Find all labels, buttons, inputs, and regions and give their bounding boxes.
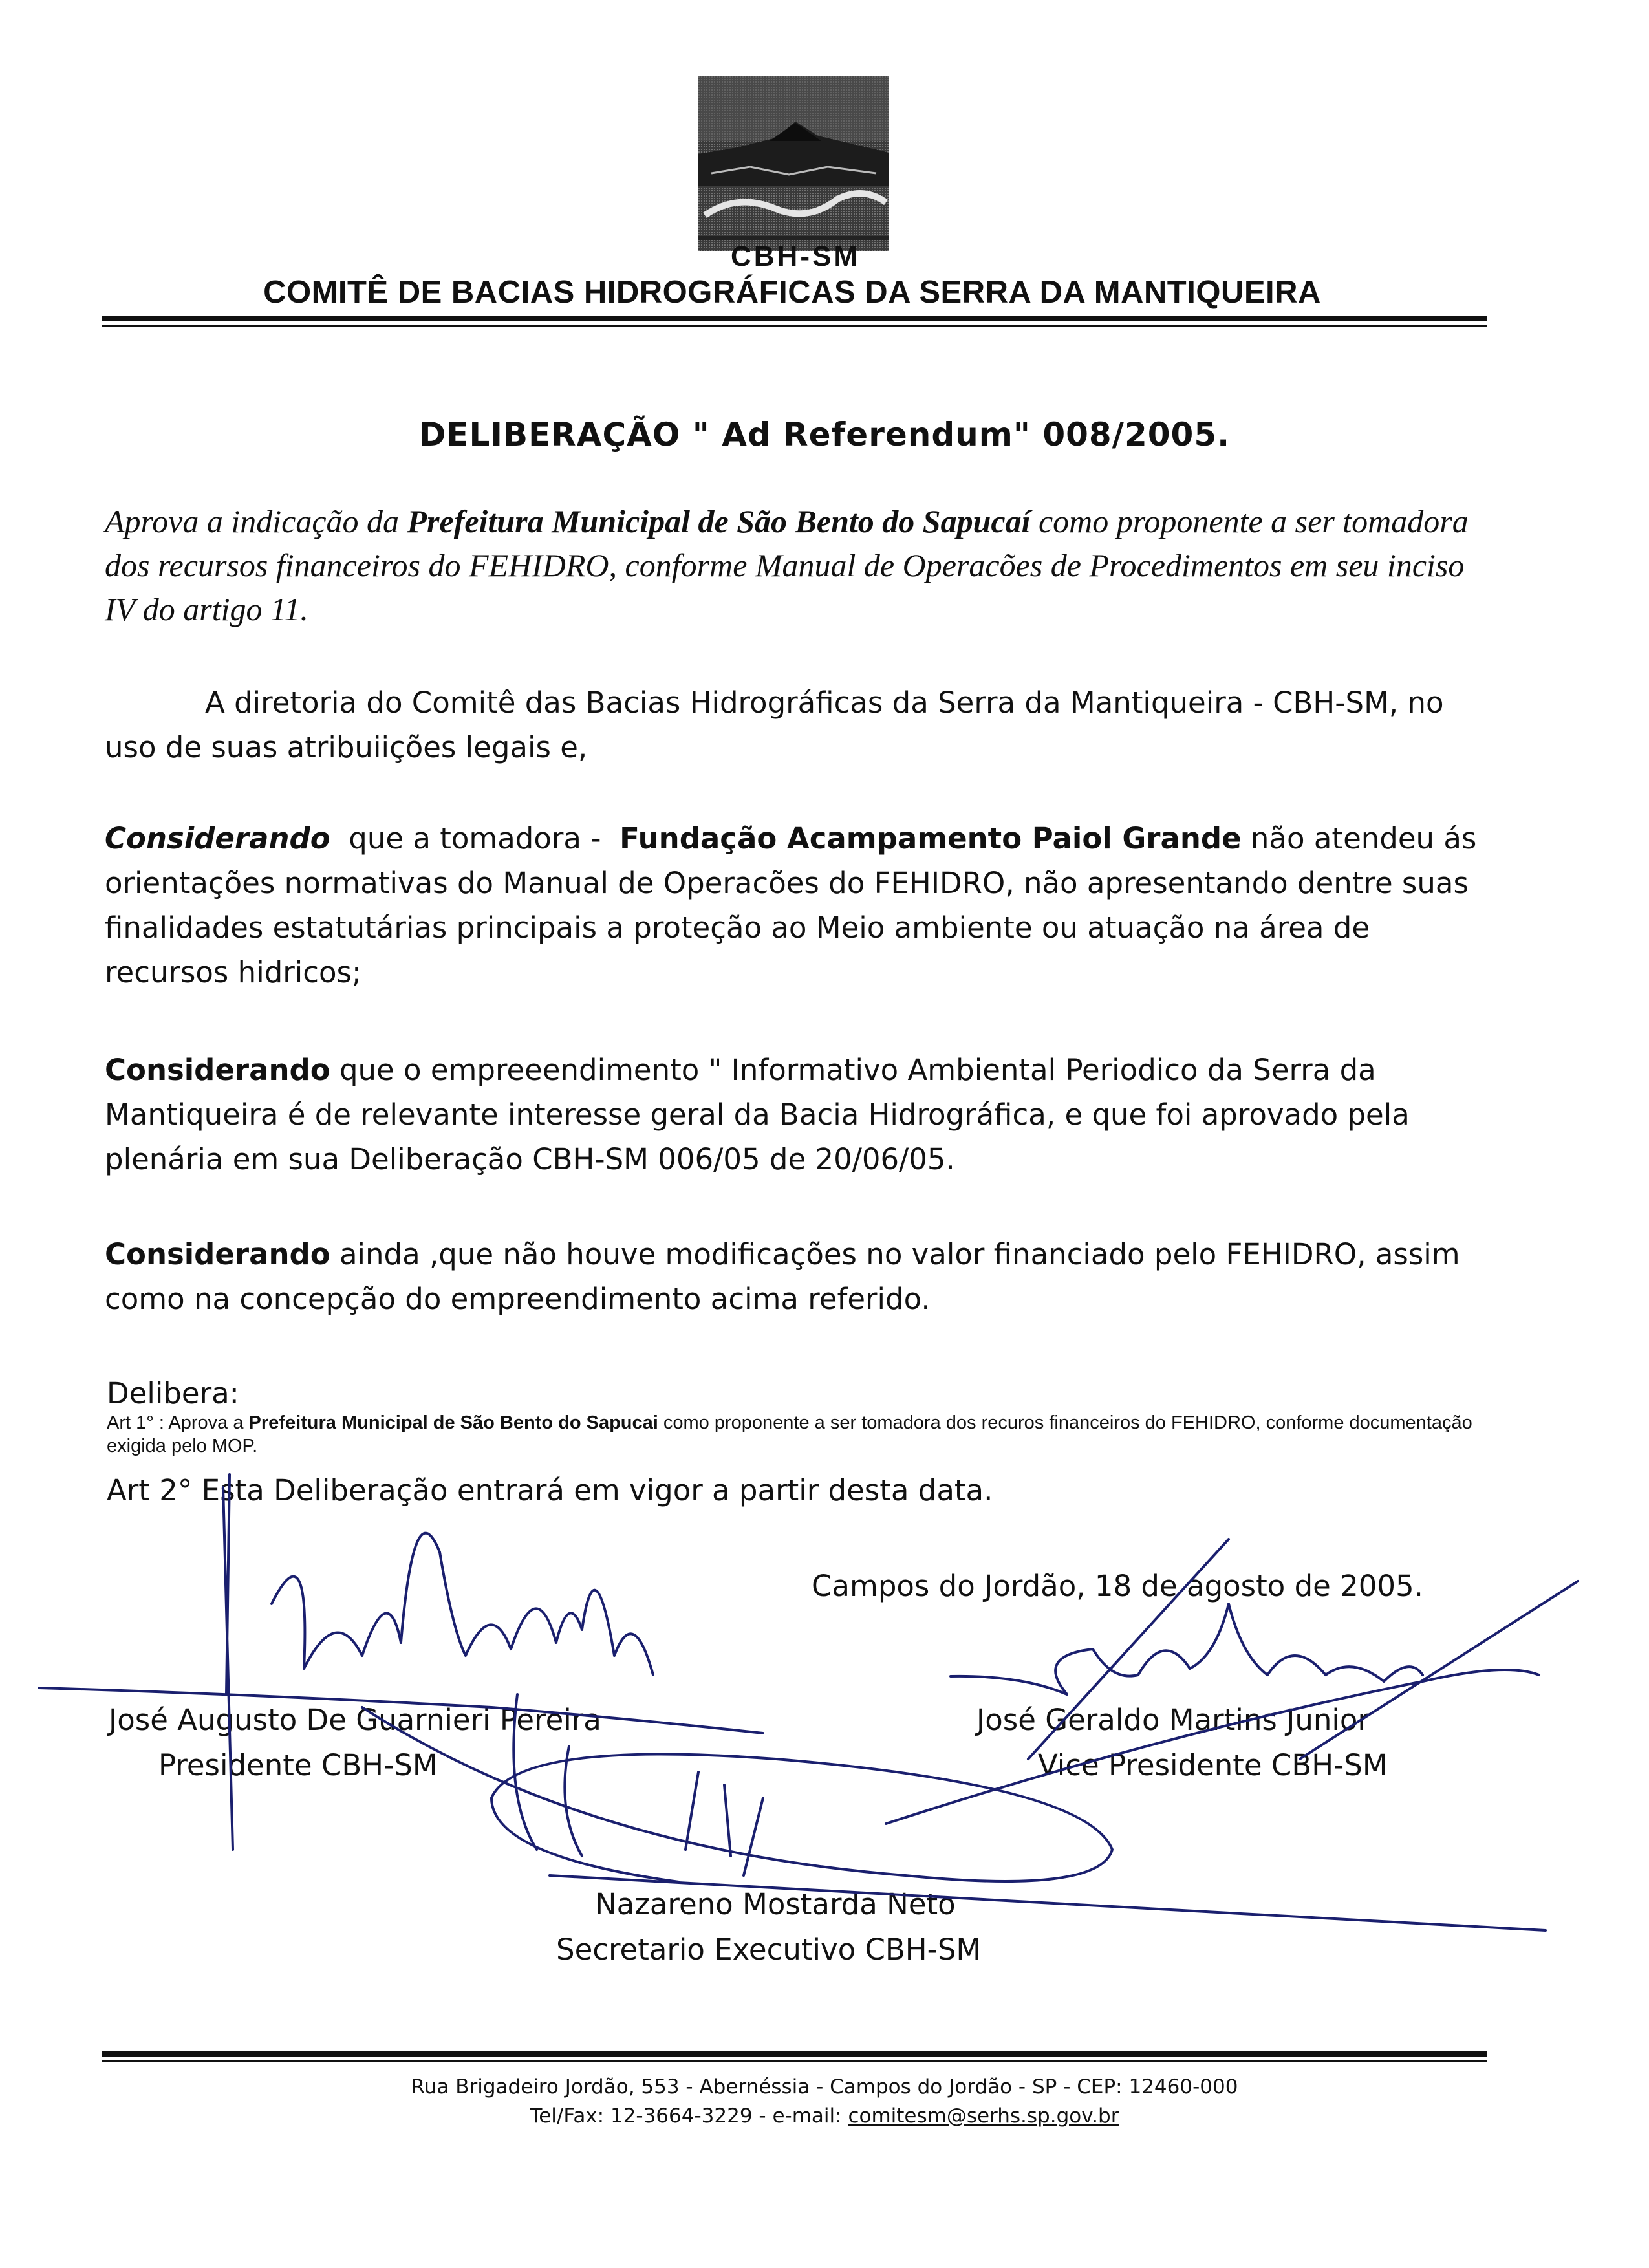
signatory-1-role: Presidente CBH-SM [158, 1748, 438, 1782]
email-link[interactable]: comitesm@serhs.sp.gov.br [848, 2104, 1119, 2128]
place-date: Campos do Jordão, 18 de agosto de 2005. [812, 1569, 1423, 1603]
signatory-1-name: José Augusto De Guarnieri Pereira [109, 1703, 601, 1737]
considerando-paragraph-1: Considerando que a tomadora - Fundação Acampamento Paiol Grande não atendeu ás orientações normativas do Manual de Operacões do FEHIDRO, não apresentando dentre suas finalidades estatutárias principais a proteção ao Meio ambiente ou atuação na área de recursos hidricos; [105, 821, 1477, 989]
document-title: DELIBERAÇÃO " Ad Referendum" 008/2005. [418, 416, 1231, 453]
footer-contact: Tel/Fax: 12-3664-3229 - e-mail: comitesm@serhs.sp.gov.br [530, 2104, 1119, 2128]
delibera-label: Delibera: [107, 1376, 239, 1410]
considerando-paragraph-2: Considerando que o empreeendimento " Informativo Ambiental Periodico da Serra da Mantiqueira é de relevante interesse geral da Bacia Hidrográfica, e que foi aprovado pela plenária em sua Deliberação CBH-SM 006/05 de 20/06/05. [105, 1053, 1410, 1176]
signatory-2-name: José Geraldo Martins Junior [976, 1703, 1370, 1737]
summary-paragraph: Aprova a indicação da Prefeitura Municipal de São Bento do Sapucaí como proponente a ser tomadora dos recursos financeiros do FEHIDRO, conforme Manual de Operacões de Procedimentos em seu inciso IV do artigo 11. [105, 503, 1469, 627]
article-1: Art 1° : Aprova a Prefeitura Municipal de São Bento do Sapucai como proponente a ser tomadora dos recuros financeiros do FEHIDRO, conforme documentação exigida pelo MOP. [107, 1412, 1472, 1456]
signatory-3-name: Nazareno Mostarda Neto [595, 1887, 956, 1921]
header-rule-thin [102, 325, 1487, 327]
considerando-paragraph-3: Considerando ainda ,que não houve modificações no valor financiado pelo FEHIDRO, assim como na concepção do empreendimento acima referido. [105, 1237, 1460, 1316]
signatory-2-role: Vice Presidente CBH-SM [1038, 1748, 1388, 1782]
signatory-3-role: Secretario Executivo CBH-SM [556, 1932, 982, 1967]
footer-address: Rua Brigadeiro Jordão, 553 - Abernéssia - Campos do Jordão - SP - CEP: 12460-000 [411, 2075, 1238, 2099]
article-2: Art 2° Esta Deliberação entrará em vigor a partir desta data. [107, 1473, 993, 1507]
logo-acronym: CBH-SM [731, 241, 860, 272]
footer-rule [102, 2051, 1487, 2057]
intro-paragraph: A diretoria do Comitê das Bacias Hidrográficas da Serra da Mantiqueira - CBH-SM, no uso de suas atribuiições legais e, [105, 686, 1444, 764]
organization-name: COMITÊ DE BACIAS HIDROGRÁFICAS DA SERRA DA MANTIQUEIRA [263, 275, 1321, 310]
cbh-sm-logo [698, 76, 889, 251]
header-rule [102, 316, 1487, 321]
signature-1-stroke [223, 1474, 653, 1850]
signature-2-stroke [951, 1604, 1423, 1694]
footer-rule-thin [102, 2060, 1487, 2062]
